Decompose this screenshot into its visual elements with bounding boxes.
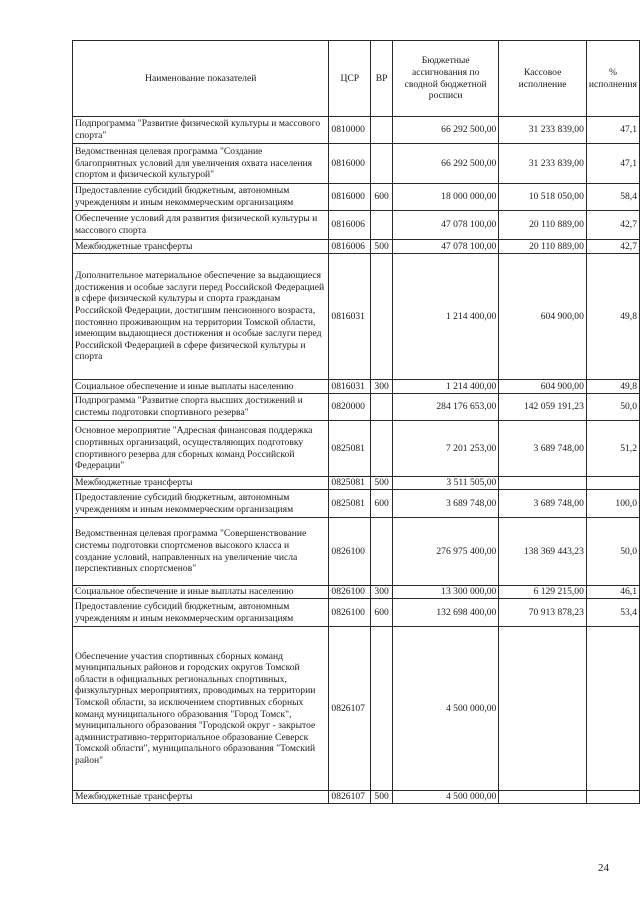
row-code: 0825081 (329, 477, 371, 490)
row-vr (371, 394, 393, 421)
row-code: 0826107 (329, 791, 371, 804)
row-pct: 51,2 (586, 421, 639, 477)
row-code: 0816006 (329, 240, 371, 254)
row-pct: 47,1 (586, 144, 639, 184)
row-vr: 300 (371, 586, 393, 599)
row-pct: 49,8 (586, 254, 639, 380)
row-vr: 300 (371, 380, 393, 394)
row-budget: 66 292 500,00 (393, 144, 499, 184)
row-name: Подпрограмма "Развитие физической культуры и массового спорта" (73, 117, 329, 144)
row-name: Обеспечение участия спортивных сборных команд муниципальных районов и городских округов Томской области в официальных региональных спортивных, физкультурных мероприятиях, проводимых на территории Томской области, за исключением спортивных сборных команд муниципального образования "Город Томск", муниципального образования "Городской округ - закрытое административно-территориальное образование Северск Томской области", муниципального образования "Томский район" (73, 627, 329, 791)
row-pct: 49,8 (586, 380, 639, 394)
row-vr (371, 211, 393, 240)
row-budget: 47 078 100,00 (393, 211, 499, 240)
row-cash: 604 900,00 (499, 254, 587, 380)
row-name: Основное мероприятие "Адресная финансовая поддержка спортивных организаций, осуществляющих подготовку спортивного резерва для сборных команд Российской Федерации" (73, 421, 329, 477)
table-row (73, 240, 640, 254)
row-cash (499, 627, 587, 791)
row-name: Межбюджетные трансферты (73, 791, 329, 804)
header-cash: Кассовое исполнение (499, 41, 587, 117)
row-pct: 50,0 (586, 518, 639, 586)
row-code: 0826100 (329, 599, 371, 627)
row-cash: 31 233 839,00 (499, 144, 587, 184)
table-row (73, 254, 640, 380)
row-name: Предоставление субсидий бюджетным, автономным учреждениям и иным некоммерческим организациям (73, 599, 329, 627)
row-pct: 42,7 (586, 211, 639, 240)
header-pct: % исполнения (586, 41, 639, 117)
row-budget: 4 500 000,00 (393, 791, 499, 804)
row-code: 0816031 (329, 380, 371, 394)
table-row (73, 211, 640, 240)
row-budget: 132 698 400,00 (393, 599, 499, 627)
row-name: Социальное обеспечение и иные выплаты населению (73, 380, 329, 394)
row-cash (499, 477, 587, 490)
row-pct: 58,4 (586, 184, 639, 211)
table-header-row (73, 41, 640, 117)
row-name: Ведомственная целевая программа "Совершенствование системы подготовки спортсменов высокого класса и создание условий, направленных на увеличение числа перспективных спортсменов" (73, 518, 329, 586)
row-budget: 1 214 400,00 (393, 254, 499, 380)
table-row (73, 380, 640, 394)
row-code: 0816031 (329, 254, 371, 380)
row-pct: 53,4 (586, 599, 639, 627)
row-pct: 50,0 (586, 394, 639, 421)
row-budget: 3 511 505,00 (393, 477, 499, 490)
row-pct: 100,0 (586, 490, 639, 518)
row-code: 0810000 (329, 117, 371, 144)
table-row (73, 586, 640, 599)
table-row (73, 394, 640, 421)
table-row (73, 117, 640, 144)
table-row (73, 518, 640, 586)
row-pct: 46,1 (586, 586, 639, 599)
row-vr: 600 (371, 184, 393, 211)
row-cash: 20 110 889,00 (499, 211, 587, 240)
row-code: 0826100 (329, 518, 371, 586)
header-name: Наименование показателей (73, 41, 329, 117)
table-row (73, 627, 640, 791)
row-budget: 7 201 253,00 (393, 421, 499, 477)
row-vr (371, 117, 393, 144)
row-code: 0826107 (329, 627, 371, 791)
row-name: Обеспечение условий для развития физической культуры и массового спорта (73, 211, 329, 240)
row-code: 0816000 (329, 184, 371, 211)
table-row (73, 421, 640, 477)
row-vr: 600 (371, 599, 393, 627)
row-name: Предоставление субсидий бюджетным, автономным учреждениям и иным некоммерческим организациям (73, 184, 329, 211)
row-vr: 500 (371, 791, 393, 804)
header-code: ЦСР (329, 41, 371, 117)
row-pct (586, 791, 639, 804)
table-row (73, 184, 640, 211)
row-vr: 600 (371, 490, 393, 518)
row-cash: 10 518 050,00 (499, 184, 587, 211)
row-cash: 138 369 443,23 (499, 518, 587, 586)
row-pct (586, 627, 639, 791)
row-name: Социальное обеспечение и иные выплаты населению (73, 586, 329, 599)
row-name: Предоставление субсидий бюджетным, автономным учреждениям и иным некоммерческим организациям (73, 490, 329, 518)
table-row (73, 791, 640, 804)
row-pct (586, 477, 639, 490)
row-cash: 70 913 878,23 (499, 599, 587, 627)
row-vr (371, 518, 393, 586)
row-cash (499, 791, 587, 804)
row-vr (371, 627, 393, 791)
row-budget: 18 000 000,00 (393, 184, 499, 211)
budget-execution-table (72, 40, 640, 804)
row-code: 0820000 (329, 394, 371, 421)
row-code: 0825081 (329, 421, 371, 477)
header-vr: ВР (371, 41, 393, 117)
row-name: Подпрограмма "Развитие спорта высших достижений и системы подготовки спортивного резерва" (73, 394, 329, 421)
row-name: Межбюджетные трансферты (73, 240, 329, 254)
row-budget: 66 292 500,00 (393, 117, 499, 144)
row-budget: 284 176 653,00 (393, 394, 499, 421)
row-code: 0816000 (329, 144, 371, 184)
table-row (73, 477, 640, 490)
row-name: Ведомственная целевая программа "Создание благоприятных условий для увеличения охвата населения спортом и физической культурой" (73, 144, 329, 184)
row-cash: 3 689 748,00 (499, 490, 587, 518)
row-cash: 3 689 748,00 (499, 421, 587, 477)
row-pct: 47,1 (586, 117, 639, 144)
row-vr (371, 144, 393, 184)
row-cash: 6 129 215,00 (499, 586, 587, 599)
row-cash: 604 900,00 (499, 380, 587, 394)
row-code: 0826100 (329, 586, 371, 599)
row-budget: 47 078 100,00 (393, 240, 499, 254)
row-vr (371, 421, 393, 477)
row-budget: 3 689 748,00 (393, 490, 499, 518)
header-budget: Бюджетные ассигнования по сводной бюджетной росписи (393, 41, 499, 117)
row-pct: 42,7 (586, 240, 639, 254)
row-cash: 31 233 839,00 (499, 117, 587, 144)
row-name: Межбюджетные трансферты (73, 477, 329, 490)
row-name: Дополнительное материальное обеспечение за выдающиеся достижения и особые заслуги перед Российской Федерацией в сфере физической культуры и спорта гражданам Российской Федерации, достигшим пенсионного возраста, постоянно проживающим на территории Томской области, имеющим выдающиеся достижения и особые заслуги перед Российской Федерацией в сфере физической культуры и спорта (73, 254, 329, 380)
row-vr: 500 (371, 240, 393, 254)
row-budget: 4 500 000,00 (393, 627, 499, 791)
row-cash: 142 059 191,23 (499, 394, 587, 421)
page-number: 24 (598, 862, 609, 874)
table-row (73, 490, 640, 518)
table-row (73, 144, 640, 184)
row-code: 0816006 (329, 211, 371, 240)
row-budget: 1 214 400,00 (393, 380, 499, 394)
row-vr (371, 254, 393, 380)
row-code: 0825081 (329, 490, 371, 518)
row-cash: 20 110 889,00 (499, 240, 587, 254)
row-budget: 276 975 400,00 (393, 518, 499, 586)
row-vr: 500 (371, 477, 393, 490)
table-row (73, 599, 640, 627)
row-budget: 13 300 000,00 (393, 586, 499, 599)
